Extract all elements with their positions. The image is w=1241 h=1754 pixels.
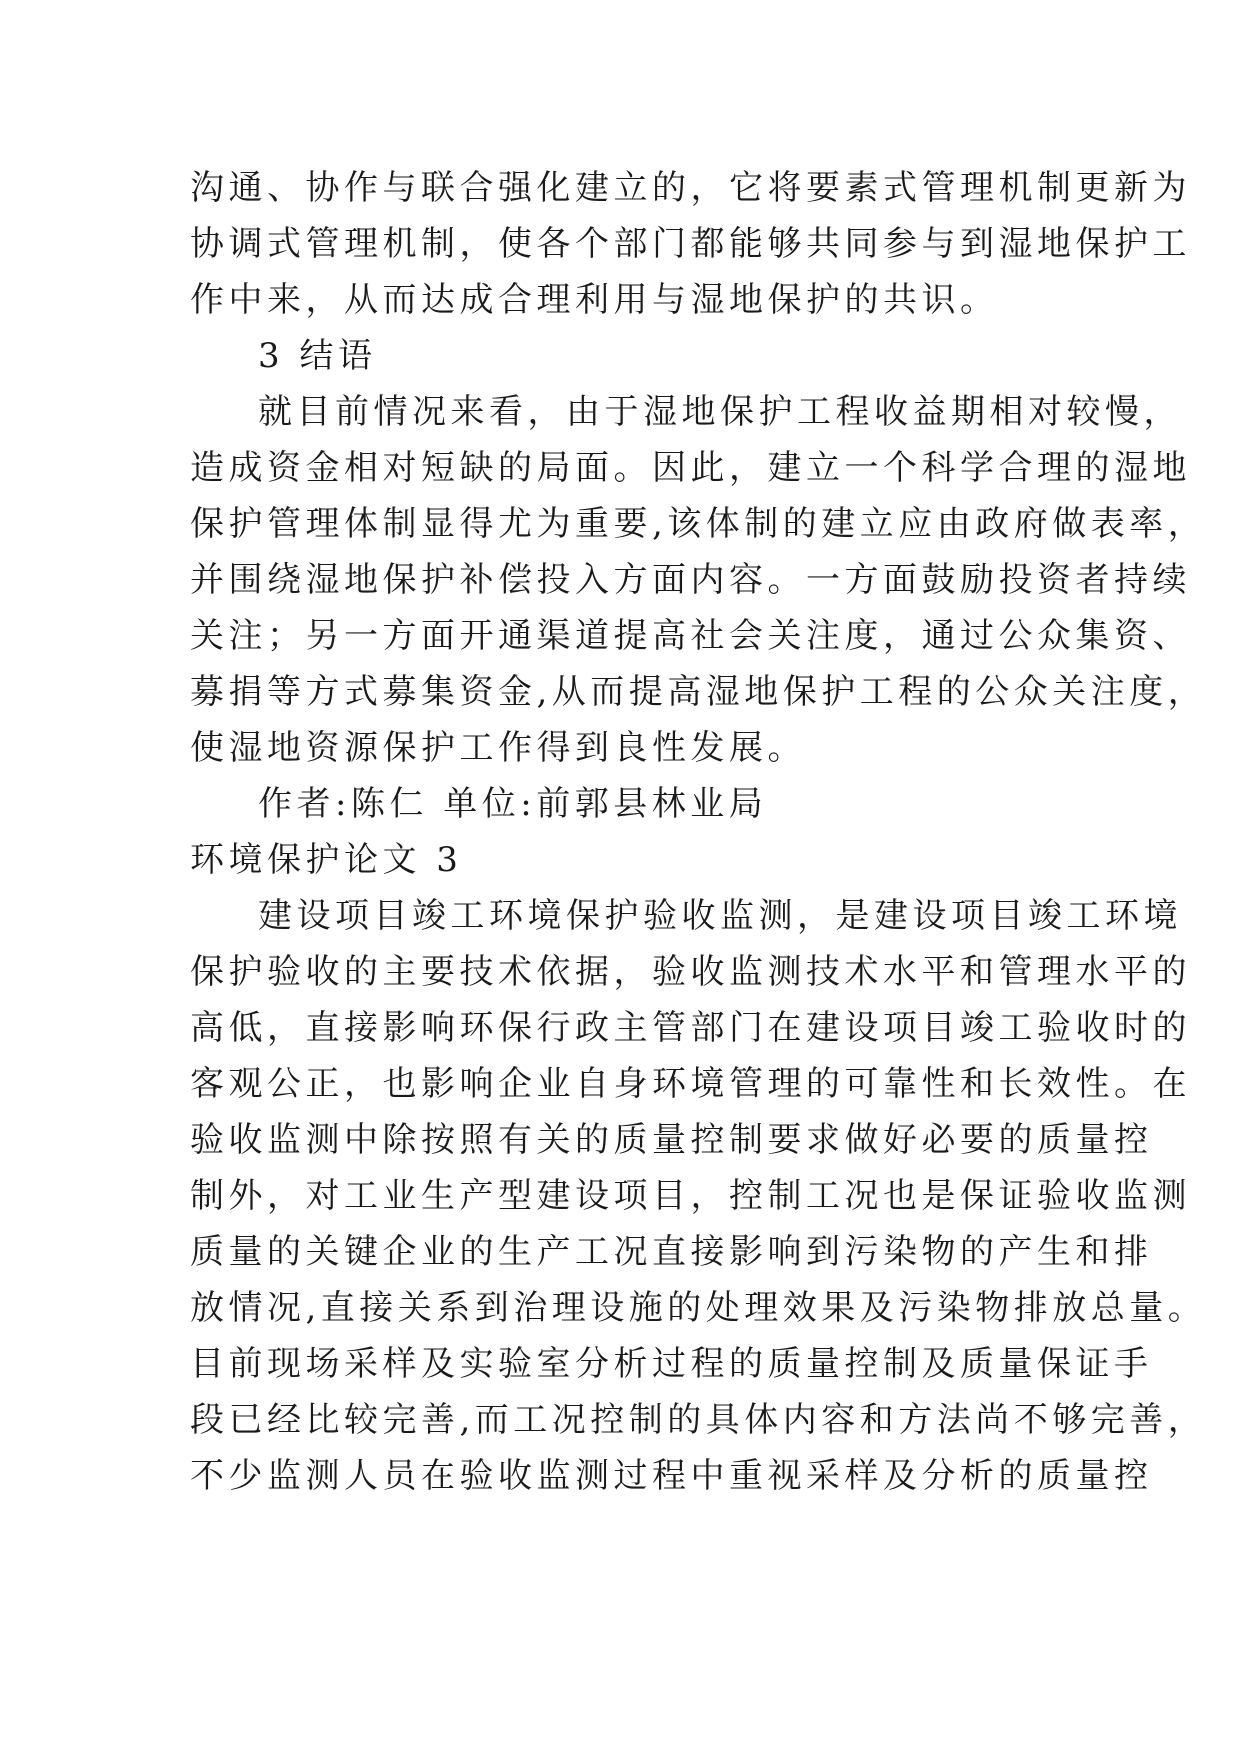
text-line: 制外，对工业生产型建设项目，控制工况也是保证验收监测	[190, 1176, 1191, 1216]
text-line: 验收监测中除按照有关的质量控制要求做好必要的质量控	[190, 1120, 1153, 1160]
text-line: 沟通、协作与联合强化建立的，它将要素式管理机制更新为	[190, 168, 1191, 208]
document-body	[190, 160, 1207, 1504]
text-line: 段已经比较完善,而工况控制的具体内容和方法尚不够完善，	[190, 1400, 1207, 1440]
article-title: 环境保护论文 3	[190, 840, 463, 880]
paragraph-first-line: 就目前情况来看，由于湿地保护工程收益期相对较慢，	[258, 392, 1182, 432]
paragraph-first-line: 建设项目竣工环境保护验收监测，是建设项目竣工环境	[258, 896, 1182, 936]
text-line: 不少监测人员在验收监测过程中重视采样及分析的质量控	[190, 1456, 1153, 1496]
text-line: 作中来，从而达成合理利用与湿地保护的共识。	[190, 280, 999, 320]
text-line: 造成资金相对短缺的局面。因此，建立一个科学合理的湿地	[190, 448, 1191, 488]
text-line: 高低，直接影响环保行政主管部门在建设项目竣工验收时的	[190, 1008, 1191, 1048]
text-line: 募捐等方式募集资金,从而提高湿地保护工程的公众关注度，	[190, 672, 1207, 712]
text-line: 目前现场采样及实验室分析过程的质量控制及质量保证手	[190, 1344, 1153, 1384]
author-line: 作者:陈仁 单位:前郭县林业局	[258, 784, 768, 824]
text-line: 放情况,直接关系到治理设施的处理效果及污染物排放总量。	[190, 1288, 1207, 1328]
text-line: 保护管理体制显得尤为重要,该体制的建立应由政府做表率，	[190, 504, 1207, 544]
text-line: 并围绕湿地保护补偿投入方面内容。一方面鼓励投资者持续	[190, 560, 1191, 600]
text-line: 协调式管理机制，使各个部门都能够共同参与到湿地保护工	[190, 224, 1191, 264]
section-heading: 3 结语	[258, 336, 377, 376]
text-line: 客观公正，也影响企业自身环境管理的可靠性和长效性。在	[190, 1064, 1191, 1104]
text-line: 关注；另一方面开通渠道提高社会关注度，通过公众集资、	[190, 616, 1191, 656]
text-line: 质量的关键企业的生产工况直接影响到污染物的产生和排	[190, 1232, 1153, 1272]
text-line: 使湿地资源保护工作得到良性发展。	[190, 728, 806, 768]
text-line: 保护验收的主要技术依据，验收监测技术水平和管理水平的	[190, 952, 1191, 992]
